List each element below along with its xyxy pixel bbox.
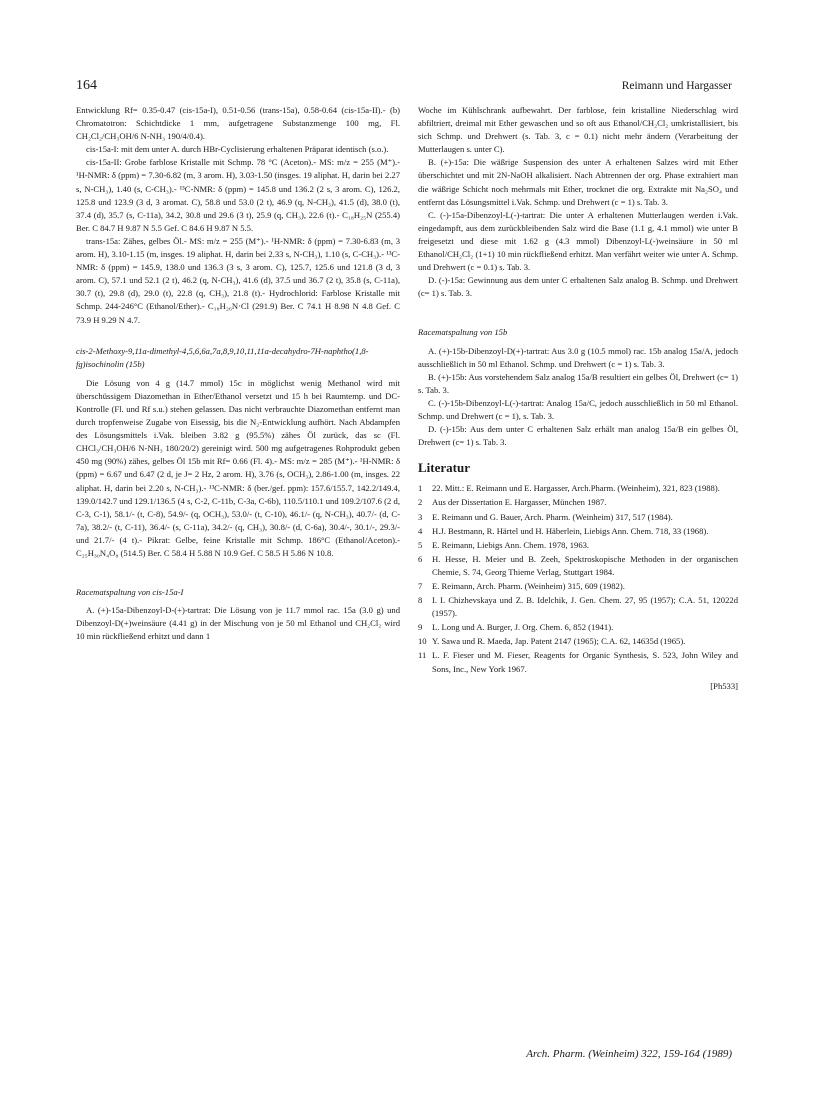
reference-list	[418, 482, 738, 675]
paragraph: cis-15a-I: mit dem unter A. durch HBr-Cyclisierung erhaltenen Präparat identisch (s.o.).	[86, 144, 389, 155]
compound-title: cis-2-Methoxy-9,11a-dimethyl-4,5,6,6a,7a,8,9,10,11,11a-decahydro-7H-naphtho(1,8-fg)isochinolin (15b)	[76, 345, 369, 369]
paragraph: cis-15a-II: Grobe farblose Kristalle mit Schmp. 78 °C (Aceton).- MS: m/z = 255 (M⁺).- ¹H-NMR: δ (ppm) = 7.30-6.82 (m, 3 arom. H), 3.03-1.50 (insges. 19 aliphat. H, darin bei 2.27 s, N-CH₃), 1.40 (s, C-CH₃).- ¹³C-NMR: δ (ppm) = 145.8 und 136.2 (2 s, 3 arom. C), 126.2, 125.8 und 123.9 (3 d, 3 aromat. C), 58.8 und 53.0 (2 t), 46.9 (q, N-CH₃), 41.5 (d), 38.0 (t), 37.4 (d), 35.7 (s, C-11a), 34.2, 30.8 und 29.6 (3 t), 25.9 (q, CH₃), 22.6 (t).- C₁₈H₂₅N (255.4) Ber. C 84.7 H 9.87 N 5.5 Gef. C 84.6 H 9.87 N 5.5.	[76, 157, 400, 233]
paragraph: C. (-)-15a-Dibenzoyl-L(-)-tartrat: Die unter A erhaltenen Mutterlaugen werden i.Vak. eingedampft, aus dem zurückbleibenden Salz wird die Base (1.1 g, 4.1 mmol) wie unter B freigesetzt und diese mit 1.62 g (4.3 mmol) Dibenzoyl-L(-)weinsäure in 50 ml Ethanol/CH₂Cl₂ (1+1) 10 min rückfließend erhitzt. Man verfährt weiter wie unter A. Schmp. und Drehwert (c = 0.1) s. Tab. 3.	[418, 209, 738, 273]
paragraph: D. (-)-15b: Aus dem unter C erhaltenen Salz erhält man analog 15a/B ein gelbes Öl, Drehwert (c= 1) s. Tab. 3.	[418, 424, 738, 448]
paragraph: C. (-)-15b-Dibenzoyl-L(-)-tartrat: Analog 15a/C, jedoch ausschließlich in 50 ml Ethanol. Schmp. und Drehwert (c = 1), s. Tab. 3.	[418, 397, 738, 421]
reference-item	[418, 635, 738, 648]
reference-number: 2	[418, 497, 423, 508]
reference-item	[418, 580, 738, 593]
paragraph: D. (-)-15a: Gewinnung aus dem unter C erhaltenen Salz analog B. Schmp. und Drehwert (c= 1) s. Tab. 3.	[418, 275, 738, 299]
paragraph: B. (+)-15a: Die wäßrige Suspension des unter A erhaltenen Salzes wird mit Ether überschichtet und mit 2N-NaOH alkalisiert. Nach Abtrennen der org. Phase extrahiert man die wäßrige Schicht noch mehrmals mit Ether, trocknet die org. Extrakte mit Na₂SO₄ und entfernt das Lösungsmittel i.Vak. Schmp. und Drehwert (c = 1) s. Tab. 3.	[418, 157, 738, 207]
reference-text: L. Long und A. Burger, J. Org. Chem. 6, 852 (1941).	[432, 622, 614, 633]
journal-citation-footer: Arch. Pharm. (Weinheim) 322, 159-164 (1989)	[526, 1048, 732, 1060]
left-column	[76, 104, 400, 643]
literature-title: Literatur	[418, 460, 470, 476]
reference-text: E. Reimann, Arch. Pharm. (Weinheim) 315, 609 (1982).	[432, 581, 625, 591]
reference-number: 11	[418, 650, 427, 661]
reference-item	[418, 649, 738, 675]
reference-number: 3	[418, 511, 423, 522]
reference-item	[418, 511, 738, 524]
paragraph: Die Lösung von 4 g (14.7 mmol) 15c in möglichst wenig Methanol wird mit überschüssigem Diazomethan in Ether/Ethanol versetzt und 15 h bei Raumtemp. und DC-Kontrolle (Fl. und Rf s.u.) stehen gelassen. Das nicht verbrauchte Diazomethan entfernt man durch tropfenweise Zugabe von Eisessig, bis die N₂-Entwicklung aufhört. Nach Abdampfen des Lösungsmittels i.Vak. bleiben 3.82 g (95.5%) zähes Öl zurück, das sc (Fl. CHCl₃/CH₃OH/6 N-NH₃ 180/20/2) gereinigt wird. 500 mg aufgetragenes Rohprodukt geben 450 mg (90%) zähes, gelbes Öl 15b mit Rf= 0.66 (Fl. 4).- MS: m/z = 285 (M⁺).- ¹H-NMR: δ (ppm) = 6.67 und 6.47 (2 d, je J= 2 Hz, 2 arom. H), 3.76 (s, OCH₃), 2.86-1.00 (m, insges. 22 aliphat. H, darin bei 2.20 s, N-CH₃).- ¹³C-NMR: δ (ber./gef. ppm): 157.6/155.7, 142.2/149.4, 139.0/142.7 und 129.1/136.5 (4 s, C-2, C-11b, C-3a, C-6b), 110.5/110.1 und 109.2/107.6 (2 d, C-3, C-1), 58.1/- (t, C-8), 54.9/- (q, OCH₃), 53.0/- (t, C-10), 46.1/- (q, N-CH₃), 40.7/- (d, C-7a), 38.2/- (t, C-11), 36.4/- (s, C-11a), 34.2/- (q, CH₃), 30.8/- (d, C-6a), 30.4/-, 30.1/-, 29.3/- und 21.7/- (4 t).- Pikrat: Gelbe, feine Kristalle mit Schmp. 186°C (Ethanol/Aceton).- C₂₅H₃₀N₄O₈ (514.5) Ber. C 58.4 H 5.88 N 10.9 Gef. C 58.5 H 5.86 N 10.8.	[76, 377, 400, 558]
reference-text: E. Reimann und G. Bauer, Arch. Pharm. (Weinheim) 317, 517 (1984).	[432, 511, 673, 522]
reference-number: 8	[418, 595, 423, 606]
reference-text: 22. Mitt.: E. Reimann und E. Hargasser, Arch.Pharm. (Weinheim), 321, 823 (1988).	[432, 483, 720, 494]
reference-item	[418, 496, 738, 509]
reference-number: 7	[418, 581, 423, 591]
reference-item	[418, 621, 738, 634]
paragraph: A. (+)-15b-Dibenzoyl-D(+)-tartrat: Aus 3.0 g (10.5 mmol) rac. 15b analog 15a/A, jedoch ausschließlich in 50 ml Ethanol. Schmp. und Drehwert (c = 1) s. Tab. 3.	[418, 345, 738, 369]
right-column	[418, 104, 738, 693]
reference-item	[418, 553, 738, 579]
reference-number: 10	[418, 636, 427, 647]
reference-text: E. Reimann, Liebigs Ann. Chem. 1978, 1963.	[432, 539, 590, 550]
reference-text: H. Hesse, H. Meier und B. Zeeh, Spektroskopische Methoden in der organischen Chemie, S. 74, Georg Thieme Verlag, Stuttgart 1984.	[432, 553, 738, 577]
reference-number: 4	[418, 525, 423, 536]
reference-text: L. F. Fieser und M. Fieser, Reagents for Organic Synthesis, S. 523, John Wiley and Sons, Inc., New York 1967.	[432, 650, 738, 674]
paragraph: B. (+)-15b: Aus vorstehendem Salz analog 15a/B resultiert ein gelbes Öl, Drehwert (c= 1) s. Tab. 3.	[418, 371, 738, 395]
paragraph: trans-15a: Zähes, gelbes Öl.- MS: m/z = 255 (M⁺).- ¹H-NMR: δ (ppm) = 7.30-6.83 (m, 3 arom. H), 3.10-1.15 (m, insges. 19 aliphat. H, darin bei 2.33 s, N-CH₃), 1.10 (s, C-CH₃).- ¹³C-NMR: δ (ppm) = 145.9, 138.0 und 136.3 (3 s, 3 arom. C), 125.7, 125.6 und 121.8 (3 d, 3 arom. C), 57.1 und 52.1 (2 t), 46.2 (q, N-CH₃), 41.6 (d), 37.5 und 36.7 (2 t), 35.8 (s, C-11a), 30.7 (t), 29.8 (d), 29.0 (t), 22.8 (q, CH₃), 21.8 (t).- Hydrochlorid: Farblose Kristalle mit Schmp. 244-246°C (Ethanol/Ether).- C₁₈H₂₆N·Cl (291.9) Ber. C 74.1 H 8.98 N 4.8 Gef. C 73.9 H 9.29 N 4.7.	[76, 235, 400, 325]
reference-number: 6	[418, 553, 423, 564]
literature-section	[418, 461, 738, 693]
paragraph: Entwicklung Rf= 0.35-0.47 (cis-15a-I), 0.51-0.56 (trans-15a), 0.58-0.64 (cis-15a-II).- (b) Chromatotron: Schichtdicke 1 mm, aufgetragene Substanzmenge 100 mg, Fl. CH₂Cl₂/CH₃OH/6 N-NH₃ 190/4/0.4).	[76, 105, 400, 142]
running-header-authors: Reimann und Hargasser	[621, 80, 732, 92]
reference-item	[418, 594, 738, 620]
reference-code: [Ph533]	[710, 680, 738, 691]
reference-text: Aus der Dissertation E. Hargasser, München 1987.	[432, 497, 607, 508]
reference-item	[418, 525, 738, 538]
section-heading: Racematspaltung von cis-15a-I	[76, 587, 184, 598]
reference-item	[418, 539, 738, 552]
reference-text: I. I. Chizhevskaya und Z. B. Idelchik, J. Gen. Chem. 27, 95 (1957); C.A. 51, 12022d (1957).	[432, 595, 738, 619]
reference-number: 1	[418, 483, 423, 494]
page-number: 164	[76, 78, 97, 93]
right-column-body	[418, 104, 738, 449]
paragraph: Woche im Kühlschrank aufbewahrt. Der farblose, fein kristalline Niederschlag wird abfiltriert, dreimal mit Ether gewaschen und so oft aus Ethanol/CH₂Cl₂ umkristallisiert, bis sich Schmp. und Drehwert (s. Tab. 3, c = 0.1) nicht mehr ändern (Verarbeitung der Mutterlaugen s. unter C).	[418, 105, 738, 155]
reference-item	[418, 482, 738, 495]
reference-number: 9	[418, 622, 423, 633]
reference-text: H.J. Bestmann, R. Härtel und H. Häberlein, Liebigs Ann. Chem. 718, 33 (1968).	[432, 525, 709, 536]
reference-number: 5	[418, 539, 423, 550]
reference-text: Y. Sawa und R. Maeda, Jap. Patent 2147 (1965); C.A. 62, 14635d (1965).	[432, 636, 686, 647]
section-heading: Racematspaltung von 15b	[418, 327, 508, 338]
paragraph: A. (+)-15a-Dibenzoyl-D-(+)-tartrat: Die Lösung von je 11.7 mmol rac. 15a (3.0 g) und Dibenzoyl-D(+)weinsäure (4.41 g) in der Mischung von je 50 ml Ethanol und CH₂Cl₂ wird 10 min rückfließend erhitzt und dann 1	[76, 605, 400, 642]
